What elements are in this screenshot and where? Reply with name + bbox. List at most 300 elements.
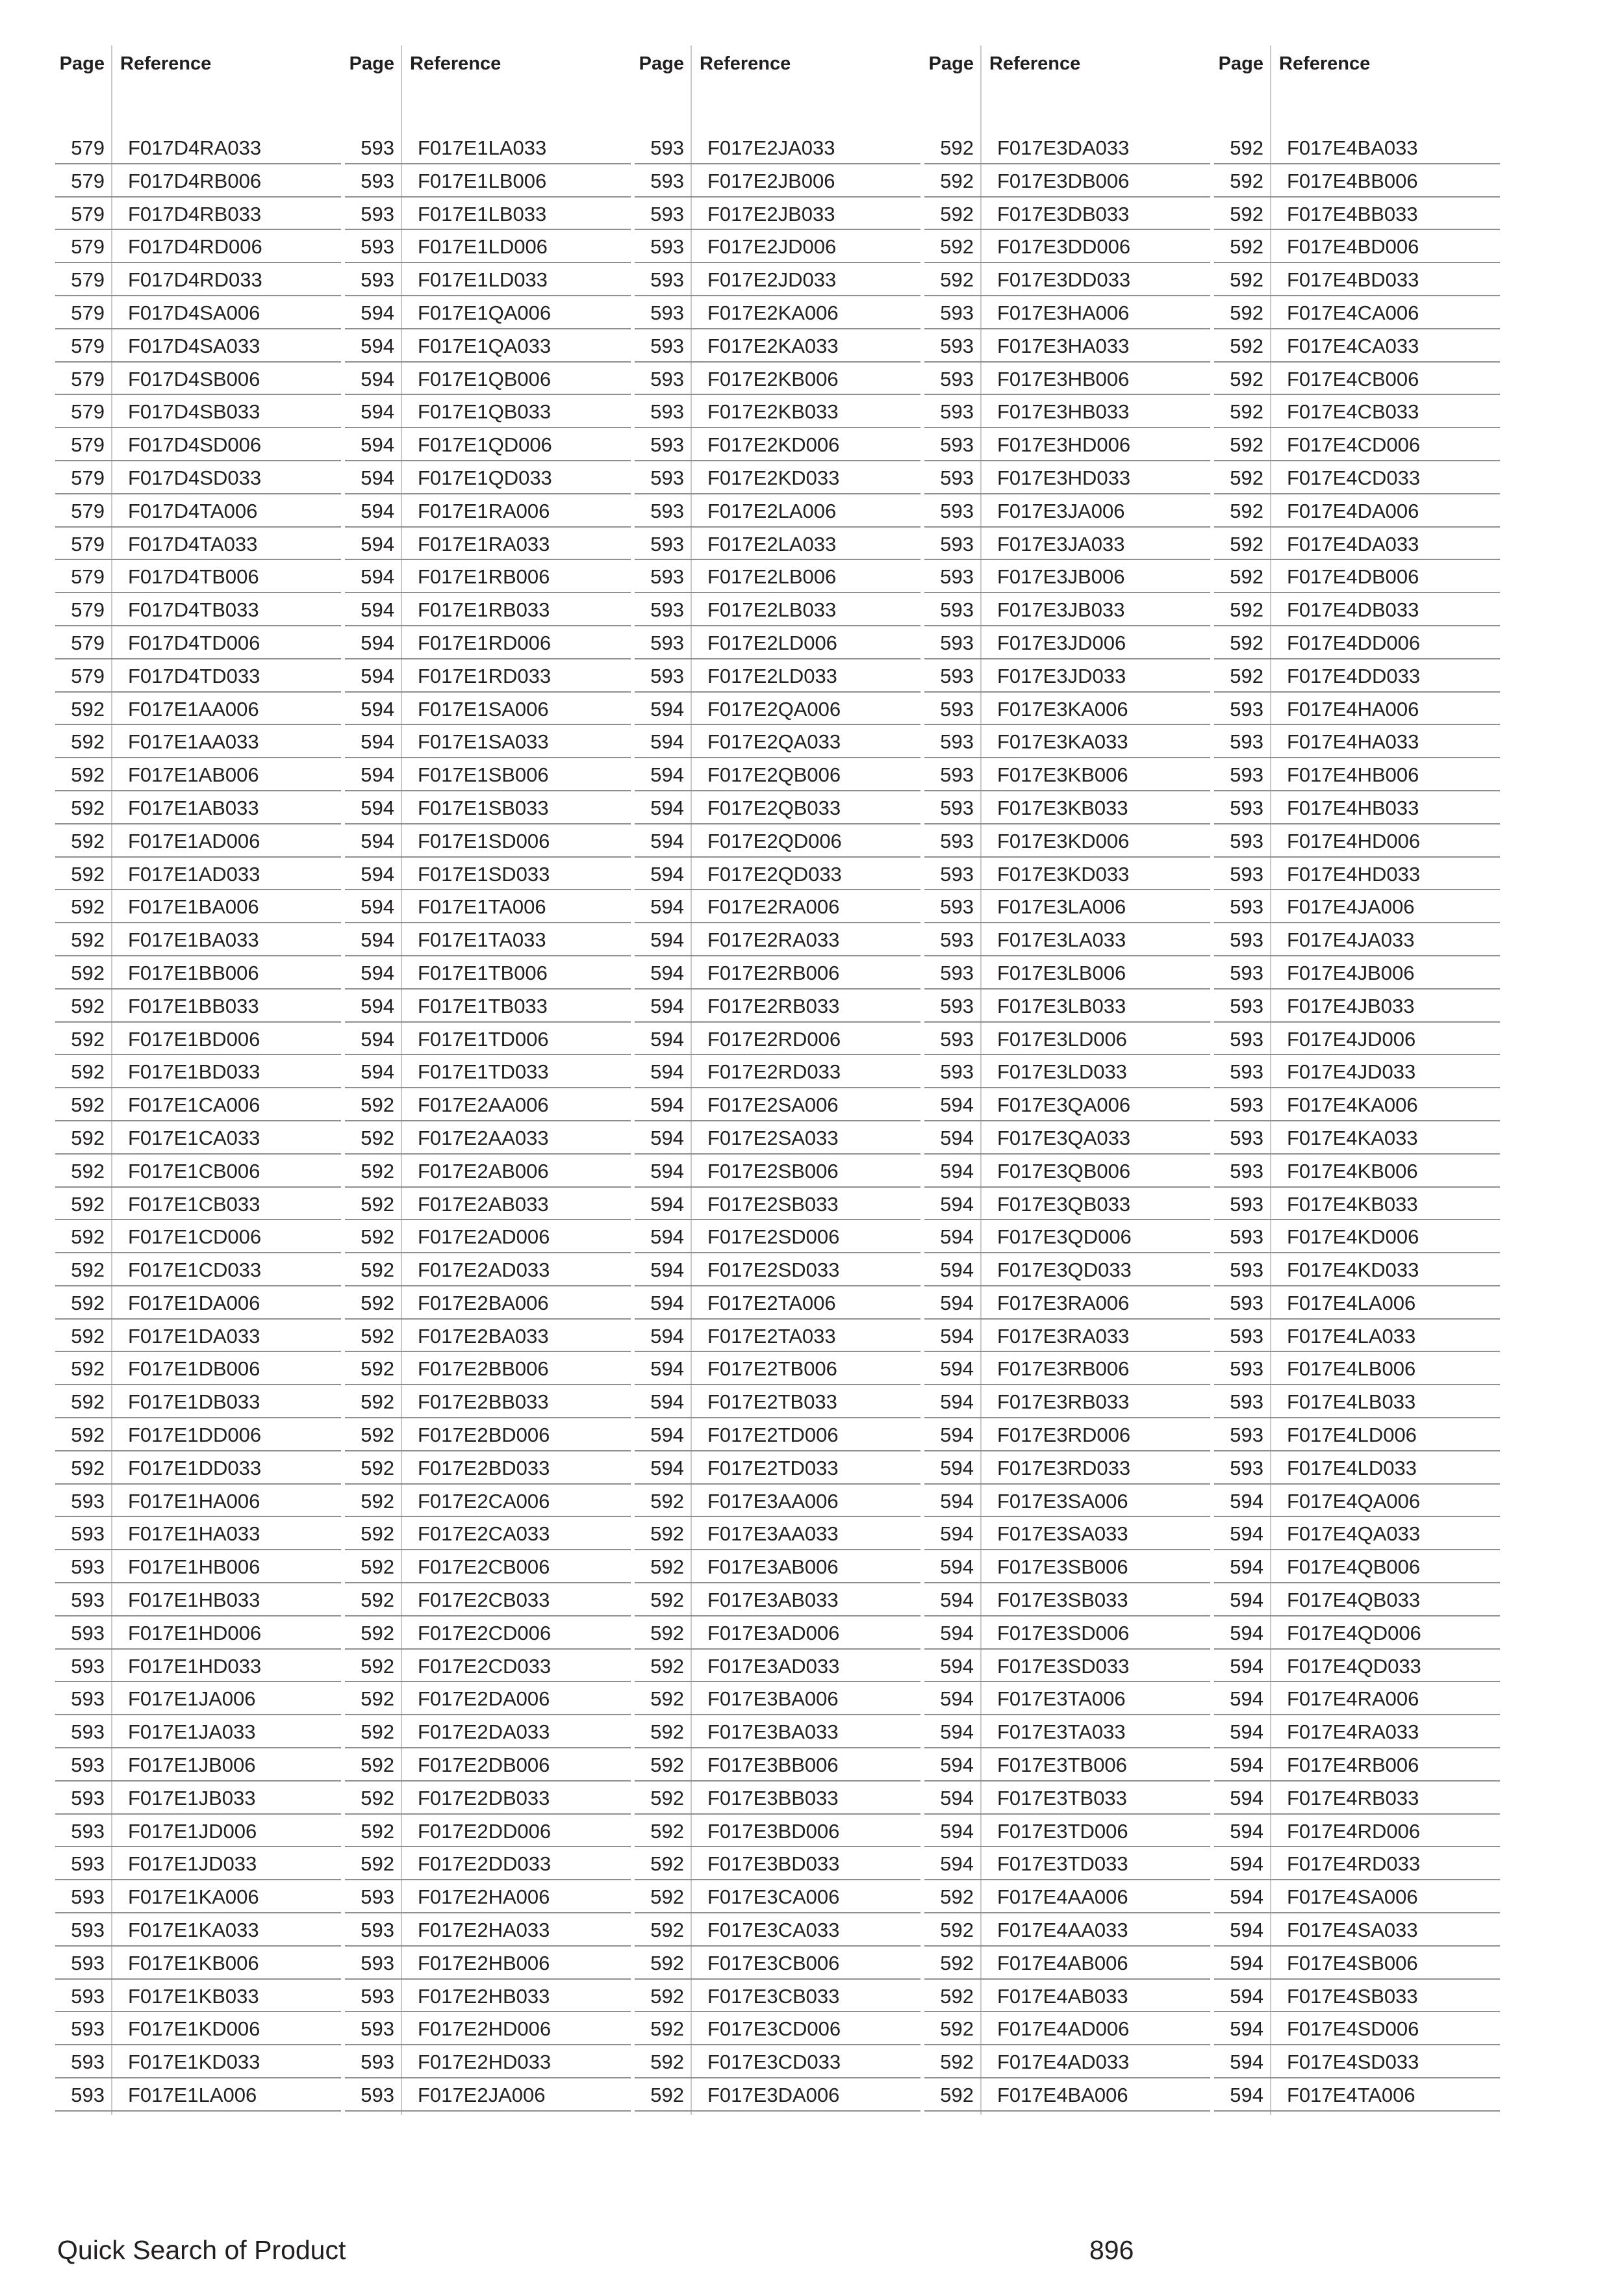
table-row (635, 956, 920, 990)
page-number-cell: 593 (940, 367, 974, 390)
table-row (345, 1815, 631, 1848)
table-row (345, 1088, 631, 1121)
reference-cell: F017E4JA033 (1287, 928, 1415, 952)
table-row (635, 1650, 920, 1683)
table-row (635, 1088, 920, 1121)
page-number-cell: 593 (650, 631, 684, 654)
table-row (345, 824, 631, 858)
page-number-cell: 592 (361, 1456, 394, 1479)
table-row (924, 1385, 1210, 1418)
page-number-cell: 593 (940, 862, 974, 886)
table-row (1214, 461, 1500, 494)
page-number-cell: 592 (1230, 301, 1263, 324)
page-number-cell: 594 (650, 1456, 684, 1479)
page-number-cell: 592 (1230, 499, 1263, 522)
table-row (1214, 1385, 1500, 1418)
table-row (345, 923, 631, 956)
table-row (345, 1451, 631, 1485)
page-number-cell: 594 (361, 862, 394, 886)
reference-cell: F017E2SA006 (707, 1093, 839, 1117)
page-number-cell: 592 (361, 1324, 394, 1348)
table-row (345, 2078, 631, 2112)
page-number-cell: 592 (361, 1390, 394, 1414)
page-number-cell: 594 (650, 763, 684, 787)
page-number-cell: 592 (650, 1754, 684, 1777)
reference-cell: F017E1BD006 (128, 1027, 260, 1051)
page-number-cell: 593 (940, 466, 974, 489)
page-number-cell: 593 (940, 1027, 974, 1051)
page-number-cell: 594 (361, 334, 394, 357)
reference-cell: F017E1DA006 (128, 1291, 260, 1314)
page-number-cell: 593 (940, 829, 974, 852)
page-number-cell: 579 (71, 565, 105, 589)
page-number-cell: 594 (940, 1852, 974, 1876)
table-row (635, 1815, 920, 1848)
table-row (55, 329, 341, 363)
table-row (924, 1748, 1210, 1782)
page-number-cell: 594 (361, 367, 394, 390)
table-row (635, 363, 920, 396)
page-number-cell: 592 (71, 961, 105, 984)
page-number-cell: 594 (1230, 1589, 1263, 1612)
reference-cell: F017E3BA006 (707, 1687, 839, 1711)
reference-cell: F017E2HA006 (418, 1885, 550, 1909)
page-number-cell: 593 (1230, 1456, 1263, 1479)
page-number-cell: 593 (1230, 1093, 1263, 1117)
table-row (1214, 1715, 1500, 1748)
reference-cell: F017E1SD006 (418, 829, 550, 852)
page-number-cell: 593 (650, 136, 684, 159)
table-row (635, 1385, 920, 1418)
page-number-cell: 593 (361, 136, 394, 159)
page-number-cell: 594 (361, 631, 394, 654)
table-row (1214, 824, 1500, 858)
reference-cell: F017E4KA006 (1287, 1093, 1418, 1117)
table-row (55, 1517, 341, 1550)
page-number-cell: 592 (361, 1522, 394, 1546)
column-header-reference: Reference (700, 53, 791, 74)
table-row (1214, 1121, 1500, 1155)
page-number-cell: 592 (650, 1589, 684, 1612)
page-number-cell: 593 (1230, 928, 1263, 952)
page-number-cell: 579 (71, 202, 105, 225)
page-number-cell: 592 (71, 1225, 105, 1249)
page-number-cell: 593 (1230, 1291, 1263, 1314)
table-row (55, 1451, 341, 1485)
reference-cell: F017E4RA033 (1287, 1720, 1419, 1744)
page-number-cell: 592 (71, 1291, 105, 1314)
reference-cell: F017E2JB006 (707, 169, 835, 192)
reference-cell: F017E4QD006 (1287, 1621, 1421, 1644)
table-row (1214, 923, 1500, 956)
reference-cell: F017E2BB006 (418, 1357, 549, 1381)
page-number-cell: 593 (650, 400, 684, 424)
table-row (345, 1121, 631, 1155)
table-row (345, 1550, 631, 1583)
reference-cell: F017E4SD033 (1287, 2050, 1419, 2074)
column-header-reference: Reference (1279, 53, 1371, 74)
table-row (55, 1715, 341, 1748)
table-row (55, 1616, 341, 1650)
table-row (924, 428, 1210, 461)
table-row (345, 560, 631, 593)
table-row (924, 2012, 1210, 2045)
reference-cell: F017E2AA033 (418, 1126, 549, 1149)
reference-cell: F017E3AD033 (707, 1654, 840, 1678)
table-row (924, 2045, 1210, 2078)
page-number-cell: 593 (361, 169, 394, 192)
table-row (635, 1913, 920, 1947)
table-row (1214, 528, 1500, 561)
table-row (1214, 1023, 1500, 1056)
reference-cell: F017E3SB006 (997, 1555, 1128, 1579)
table-row (635, 923, 920, 956)
table-row (55, 131, 341, 164)
table-row (345, 1980, 631, 2013)
table-row (55, 791, 341, 824)
reference-cell: F017E4KD006 (1287, 1225, 1419, 1249)
page-number-cell: 592 (650, 1819, 684, 1843)
page-number-cell: 594 (940, 1589, 974, 1612)
page-number-cell: 594 (361, 928, 394, 952)
reference-cell: F017E1HA033 (128, 1522, 260, 1546)
page-number-cell: 593 (71, 1654, 105, 1678)
reference-cell: F017E2AA006 (418, 1093, 549, 1117)
page-number-cell: 594 (361, 763, 394, 787)
page-number-cell: 593 (1230, 829, 1263, 852)
page-number-cell: 592 (71, 697, 105, 721)
table-row (345, 164, 631, 198)
table-row (345, 1715, 631, 1748)
page-number-cell: 594 (1230, 1720, 1263, 1744)
reference-cell: F017E2TA006 (707, 1291, 836, 1314)
reference-cell: F017E2AD006 (418, 1225, 550, 1249)
reference-cell: F017E4HD033 (1287, 862, 1421, 886)
page-number-cell: 594 (1230, 1489, 1263, 1513)
table-row (55, 230, 341, 263)
page-number-cell: 592 (940, 268, 974, 292)
reference-cell: F017D4SA033 (128, 334, 260, 357)
reference-cell: F017E1AB033 (128, 796, 259, 819)
table-row (55, 1913, 341, 1947)
reference-cell: F017E2TD006 (707, 1424, 839, 1447)
reference-cell: F017E3TB006 (997, 1754, 1127, 1777)
page-number-cell: 593 (71, 1687, 105, 1711)
reference-cell: F017E4SB006 (1287, 1951, 1418, 1974)
table-row (635, 198, 920, 231)
table-row (924, 1947, 1210, 1980)
page-number-cell: 593 (1230, 961, 1263, 984)
reference-cell: F017E3AB033 (707, 1589, 839, 1612)
table-row (345, 1650, 631, 1683)
table-row (924, 858, 1210, 891)
reference-cell: F017E3LD006 (997, 1027, 1127, 1051)
table-row (345, 626, 631, 659)
page-number-cell: 593 (650, 202, 684, 225)
table-row (924, 956, 1210, 990)
page-number-cell: 592 (650, 1984, 684, 2008)
reference-cell: F017E1RB006 (418, 565, 550, 589)
page-number-cell: 579 (71, 268, 105, 292)
reference-cell: F017E4LA006 (1287, 1291, 1416, 1314)
reference-cell: F017E1DB006 (128, 1357, 260, 1381)
page-number-cell: 593 (940, 631, 974, 654)
page-number-cell: 593 (71, 1589, 105, 1612)
table-row (345, 494, 631, 528)
table-row (55, 1385, 341, 1418)
table-row (924, 1286, 1210, 1320)
reference-cell: F017E3JB033 (997, 598, 1125, 622)
table-row (635, 1550, 920, 1583)
reference-cell: F017E1RD006 (418, 631, 552, 654)
reference-cell: F017E1BB006 (128, 961, 259, 984)
reference-cell: F017E3LB033 (997, 994, 1126, 1017)
reference-cell: F017E1CD033 (128, 1258, 262, 1282)
table-row (924, 296, 1210, 329)
page-number-cell: 594 (940, 1126, 974, 1149)
page-number-cell: 592 (71, 1258, 105, 1282)
table-row (55, 725, 341, 758)
table-row (345, 1155, 631, 1188)
reference-cell: F017E2KA033 (707, 334, 839, 357)
page-number-cell: 592 (361, 1819, 394, 1843)
reference-cell: F017E1LD006 (418, 235, 548, 259)
reference-cell: F017E1RD033 (418, 664, 552, 687)
reference-cell: F017D4SD006 (128, 433, 262, 457)
page-number-cell: 592 (1230, 532, 1263, 556)
table-row (924, 1682, 1210, 1715)
reference-cell: F017E2SD033 (707, 1258, 840, 1282)
page-number-cell: 594 (361, 796, 394, 819)
page-number-cell: 594 (1230, 2050, 1263, 2074)
reference-cell: F017E3QA006 (997, 1093, 1131, 1117)
table-row (345, 593, 631, 626)
table-rows (345, 131, 631, 2112)
table-row (635, 1485, 920, 1518)
page-number-cell: 592 (940, 1885, 974, 1909)
page-number-cell: 592 (361, 1489, 394, 1513)
reference-cell: F017E3DD033 (997, 268, 1131, 292)
page-number-cell: 594 (940, 1489, 974, 1513)
page-number-cell: 594 (650, 1357, 684, 1381)
table-row (635, 890, 920, 923)
table-row (55, 1980, 341, 2013)
reference-cell: F017E1CB006 (128, 1159, 260, 1182)
reference-cell: F017E4DA033 (1287, 532, 1419, 556)
page-number-cell: 594 (650, 994, 684, 1017)
table-row (635, 626, 920, 659)
table-row (55, 1286, 341, 1320)
page-number-cell: 592 (650, 1489, 684, 1513)
page-number-cell: 594 (650, 1258, 684, 1282)
page-number-cell: 592 (650, 1885, 684, 1909)
page-number-cell: 592 (71, 994, 105, 1017)
page-number-cell: 592 (1230, 235, 1263, 259)
page-number-cell: 592 (650, 1720, 684, 1744)
reference-cell: F017E3JB006 (997, 565, 1125, 589)
table-row (635, 1847, 920, 1880)
table-row (1214, 1055, 1500, 1088)
table-row (1214, 2012, 1500, 2045)
page-number-cell: 593 (1230, 1390, 1263, 1414)
reference-cell: F017E3SA006 (997, 1489, 1128, 1513)
table-row (55, 626, 341, 659)
reference-cell: F017E1TB033 (418, 994, 548, 1017)
page-number-cell: 592 (1230, 598, 1263, 622)
table-row (345, 1682, 631, 1715)
page-number-cell: 594 (940, 1522, 974, 1546)
table-row (1214, 2045, 1500, 2078)
page-number-cell: 593 (940, 301, 974, 324)
reference-cell: F017E1AA033 (128, 730, 259, 754)
reference-cell: F017E4BB033 (1287, 202, 1418, 225)
page-number-cell: 594 (1230, 1522, 1263, 1546)
table-row (1214, 1418, 1500, 1451)
reference-cell: F017E2HD033 (418, 2050, 552, 2074)
page-number-cell: 593 (1230, 1258, 1263, 1282)
reference-cell: F017E2CB033 (418, 1589, 550, 1612)
table-row (635, 791, 920, 824)
reference-cell: F017E1JD033 (128, 1852, 257, 1876)
page-number-cell: 593 (1230, 796, 1263, 819)
table-row (1214, 1451, 1500, 1485)
reference-cell: F017E4DA006 (1287, 499, 1419, 522)
column-header-page: Page (1218, 53, 1263, 74)
reference-cell: F017E2RD006 (707, 1027, 841, 1051)
reference-cell: F017E2LB006 (707, 565, 837, 589)
reference-cell: F017E3BA033 (707, 1720, 839, 1744)
table-row (55, 560, 341, 593)
reference-cell: F017E2CA006 (418, 1489, 550, 1513)
reference-cell: F017E1AD006 (128, 829, 260, 852)
table-row (924, 395, 1210, 428)
reference-cell: F017E1TA006 (418, 895, 546, 919)
reference-cell: F017E3AA006 (707, 1489, 839, 1513)
reference-cell: F017E4HB033 (1287, 796, 1419, 819)
page-number-cell: 593 (71, 2017, 105, 2041)
page-number-cell: 593 (71, 1852, 105, 1876)
page-number-cell: 593 (361, 2084, 394, 2107)
page-number-cell: 579 (71, 169, 105, 192)
page-number-cell: 593 (1230, 763, 1263, 787)
reference-cell: F017E4AD033 (997, 2050, 1130, 2074)
table-row (55, 758, 341, 791)
table-row (345, 990, 631, 1023)
reference-cell: F017E4AA006 (997, 1885, 1128, 1909)
reference-cell: F017E2RA033 (707, 928, 840, 952)
table-row (1214, 1947, 1500, 1980)
reference-cell: F017E1HA006 (128, 1489, 260, 1513)
reference-cell: F017E4DB006 (1287, 565, 1419, 589)
page-number-cell: 593 (650, 565, 684, 589)
page-number-cell: 594 (650, 1027, 684, 1051)
page-number-cell: 592 (650, 1555, 684, 1579)
page-number-cell: 594 (940, 1424, 974, 1447)
page-number-cell: 593 (361, 202, 394, 225)
table-row (635, 1616, 920, 1650)
page-number-cell: 594 (361, 697, 394, 721)
page-number-cell: 592 (940, 1919, 974, 1942)
table-row (55, 1650, 341, 1683)
reference-cell: F017E1RA033 (418, 532, 550, 556)
table-row (1214, 791, 1500, 824)
table-row (345, 1748, 631, 1782)
page-number-cell: 592 (361, 1555, 394, 1579)
table-row (635, 528, 920, 561)
table-row (924, 1715, 1210, 1748)
reference-cell: F017E3LA006 (997, 895, 1126, 919)
page-number-cell: 594 (361, 961, 394, 984)
table-row (635, 1517, 920, 1550)
page-number-cell: 594 (361, 994, 394, 1017)
page-number-cell: 594 (361, 1027, 394, 1051)
page-number-cell: 594 (940, 1819, 974, 1843)
reference-cell: F017E2TD033 (707, 1456, 839, 1479)
reference-cell: F017E3BD006 (707, 1819, 840, 1843)
reference-cell: F017E3DA033 (997, 136, 1130, 159)
reference-cell: F017E2AB006 (418, 1159, 549, 1182)
page-number-cell: 593 (1230, 1126, 1263, 1149)
reference-cell: F017E2BB033 (418, 1390, 549, 1414)
page-number-cell: 592 (361, 1159, 394, 1182)
reference-cell: F017E1SA006 (418, 697, 549, 721)
reference-cell: F017E4BB006 (1287, 169, 1418, 192)
reference-cell: F017E1LB033 (418, 202, 547, 225)
page-number-cell: 594 (1230, 1687, 1263, 1711)
page-number-cell: 594 (361, 499, 394, 522)
table-row (345, 528, 631, 561)
page-number-cell: 594 (1230, 1819, 1263, 1843)
table-row (345, 198, 631, 231)
reference-cell: F017E4LA033 (1287, 1324, 1416, 1348)
page-number-cell: 593 (940, 532, 974, 556)
table-row (1214, 1980, 1500, 2013)
table-row (345, 758, 631, 791)
table-row (924, 560, 1210, 593)
table-row (55, 1253, 341, 1286)
page-number-cell: 593 (1230, 1357, 1263, 1381)
page-number-cell: 592 (650, 1852, 684, 1876)
table-row (1214, 858, 1500, 891)
column-header-page: Page (639, 53, 684, 74)
table-row (345, 2012, 631, 2045)
table-row (635, 758, 920, 791)
table-row (924, 164, 1210, 198)
page-number-cell: 593 (361, 1885, 394, 1909)
page-number-cell: 593 (71, 1919, 105, 1942)
page-number-cell: 593 (940, 730, 974, 754)
reference-cell: F017E3DB033 (997, 202, 1130, 225)
table-row (55, 990, 341, 1023)
reference-cell: F017E4CD006 (1287, 433, 1421, 457)
footer-title: Quick Search of Product (57, 2235, 346, 2265)
reference-cell: F017E3AD006 (707, 1621, 840, 1644)
reference-cell: F017E4RD033 (1287, 1852, 1421, 1876)
reference-cell: F017E1BB033 (128, 994, 259, 1017)
page-number-cell: 594 (650, 1291, 684, 1314)
reference-cell: F017E1HB033 (128, 1589, 260, 1612)
reference-cell: F017E4AB033 (997, 1984, 1128, 2008)
page-number-cell: 593 (71, 1754, 105, 1777)
reference-cell: F017E1HD033 (128, 1654, 262, 1678)
reference-cell: F017E1QA033 (418, 334, 552, 357)
table-row (635, 230, 920, 263)
page-number-cell: 579 (71, 235, 105, 259)
reference-cell: F017E4JB033 (1287, 994, 1415, 1017)
table-row (345, 461, 631, 494)
table-row (1214, 1253, 1500, 1286)
page-number-cell: 594 (650, 730, 684, 754)
